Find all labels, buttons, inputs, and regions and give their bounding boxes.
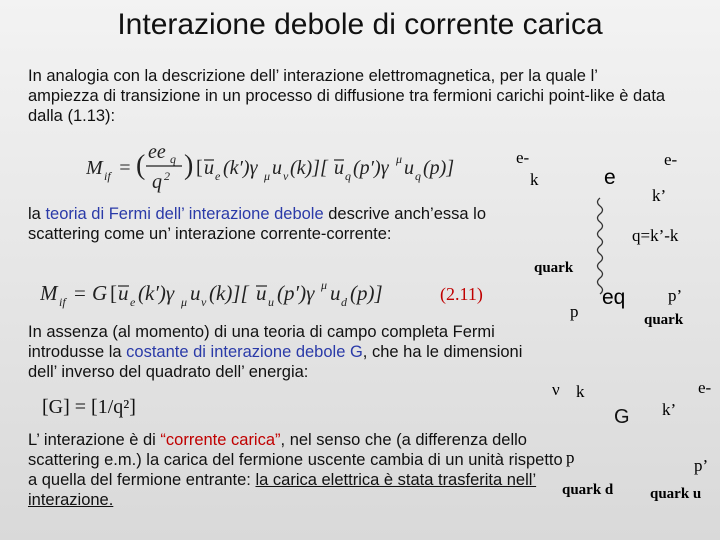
weak-quark-u-label: quark u xyxy=(650,486,702,502)
weak-quark-d-label: quark d xyxy=(562,482,614,498)
svg-text:(p)]: (p)] xyxy=(423,157,455,179)
svg-text:ν: ν xyxy=(283,169,289,183)
svg-text:(k)][: (k)][ xyxy=(290,157,328,179)
em-eq-vertex-label: eq xyxy=(602,286,626,309)
intro-paragraph: In analogia con la descrizione dell’ interazione elettromagnetica, per la quale l’ ampiezza di transizione in un processo di diffusione tra fermioni carichi point-like è data dalla (1.13): xyxy=(28,67,666,125)
svg-text:2: 2 xyxy=(164,169,170,183)
svg-text:e: e xyxy=(215,169,221,183)
svg-text:ν: ν xyxy=(201,295,207,309)
em-amplitude-formula xyxy=(86,136,476,194)
svg-text:(p′)γ: (p′)γ xyxy=(353,157,389,179)
fermi-paragraph xyxy=(28,204,488,244)
svg-text:(k)][: (k)][ xyxy=(209,281,249,305)
weak-k-label: k xyxy=(576,382,585,401)
weak-constant-highlight: costante di interazione debole G xyxy=(126,343,363,361)
svg-text:=: = xyxy=(74,281,86,305)
svg-text:q: q xyxy=(152,171,162,193)
equation-number: (2.11) xyxy=(440,284,483,304)
photon-propagator xyxy=(598,198,603,294)
em-p-label: p xyxy=(570,302,579,321)
svg-text:[: [ xyxy=(110,281,117,305)
svg-text:u: u xyxy=(404,157,414,179)
svg-text:u: u xyxy=(118,281,129,305)
svg-text:M: M xyxy=(86,157,103,179)
em-e-vertex-label: e xyxy=(604,166,616,189)
weak-formula-svg xyxy=(40,276,430,312)
charged-current-paragraph xyxy=(28,430,573,510)
svg-text:(p′)γ: (p′)γ xyxy=(277,281,315,305)
svg-text:q: q xyxy=(170,152,176,166)
svg-text:(p)]: (p)] xyxy=(350,281,383,305)
svg-text:μ: μ xyxy=(264,169,271,183)
fermi-rest: descrive anch’essa lo scattering come un’ interazione corrente-corrente: xyxy=(28,205,486,243)
svg-text:if: if xyxy=(104,169,111,183)
em-k-prime-label: k’ xyxy=(652,186,667,205)
slide-title: Interazione debole di corrente carica xyxy=(117,8,603,41)
svg-text:=: = xyxy=(118,157,132,179)
svg-text:(k′)γ: (k′)γ xyxy=(138,281,175,305)
svg-text:): ) xyxy=(184,150,194,181)
svg-text:μ: μ xyxy=(321,278,328,292)
em-quark-out-label: quark xyxy=(644,312,684,328)
svg-text:u: u xyxy=(204,157,214,179)
absence-part1: In assenza (al momento) di una teoria di campo completa Fermi introdusse la xyxy=(28,323,495,361)
charged-part2: , nel senso che (a differenza dello scattering e.m.) la carica del fermione uscente cambia di un unità rispetto a quella del fermione entrante: xyxy=(28,431,563,489)
em-quark-in-label: quark xyxy=(534,260,574,276)
dimension-formula: [G] = [1/q²] xyxy=(42,396,136,418)
em-k-label: k xyxy=(530,170,539,189)
svg-text:(k′)γ: (k′)γ xyxy=(223,157,258,179)
fermi-prefix: la xyxy=(28,205,46,223)
weak-p-prime-label: p’ xyxy=(694,456,709,475)
em-p-prime-label: p’ xyxy=(668,286,683,305)
em-q-label: q=k’-k xyxy=(632,226,679,245)
svg-text:[: [ xyxy=(196,157,203,179)
svg-text:d: d xyxy=(341,295,347,309)
charged-part1: L’ interazione è di xyxy=(28,431,161,449)
svg-text:u: u xyxy=(330,281,341,305)
em-electron-in-label: e- xyxy=(516,148,530,167)
weak-p-label: p xyxy=(566,448,575,467)
svg-text:μ: μ xyxy=(181,295,188,309)
svg-text:G: G xyxy=(92,281,108,305)
weak-nu-label: ν xyxy=(552,380,560,399)
svg-text:if: if xyxy=(59,295,66,309)
svg-text:M: M xyxy=(40,281,58,305)
svg-text:u: u xyxy=(190,281,201,305)
svg-text:u: u xyxy=(268,295,274,309)
charge-transferred-statement: la carica elettrica è stata trasferita nell’ interazione. xyxy=(28,471,537,509)
em-electron-out-label: e- xyxy=(664,150,678,169)
svg-text:u: u xyxy=(272,157,282,179)
weak-electron-label: e- xyxy=(698,378,712,397)
svg-text:(: ( xyxy=(136,150,146,181)
absence-paragraph xyxy=(28,322,538,382)
charged-current-highlight: “corrente carica” xyxy=(160,431,281,449)
weak-g-vertex-label: G xyxy=(614,406,630,428)
svg-text:q: q xyxy=(415,169,421,183)
svg-text:u: u xyxy=(256,281,267,305)
svg-text:ee: ee xyxy=(148,141,166,163)
svg-text:e: e xyxy=(130,295,136,309)
em-formula-svg xyxy=(86,136,476,194)
absence-part2: , che ha le dimensioni dell’ inverso del quadrato dell’ energia: xyxy=(28,343,523,381)
svg-text:u: u xyxy=(334,157,344,179)
fermi-theory-highlight: teoria di Fermi dell’ interazione debole xyxy=(45,205,324,223)
svg-text:q: q xyxy=(345,169,351,183)
weak-amplitude-formula xyxy=(40,276,430,312)
svg-text:μ: μ xyxy=(396,152,403,166)
weak-k-prime-label: k’ xyxy=(662,400,677,419)
